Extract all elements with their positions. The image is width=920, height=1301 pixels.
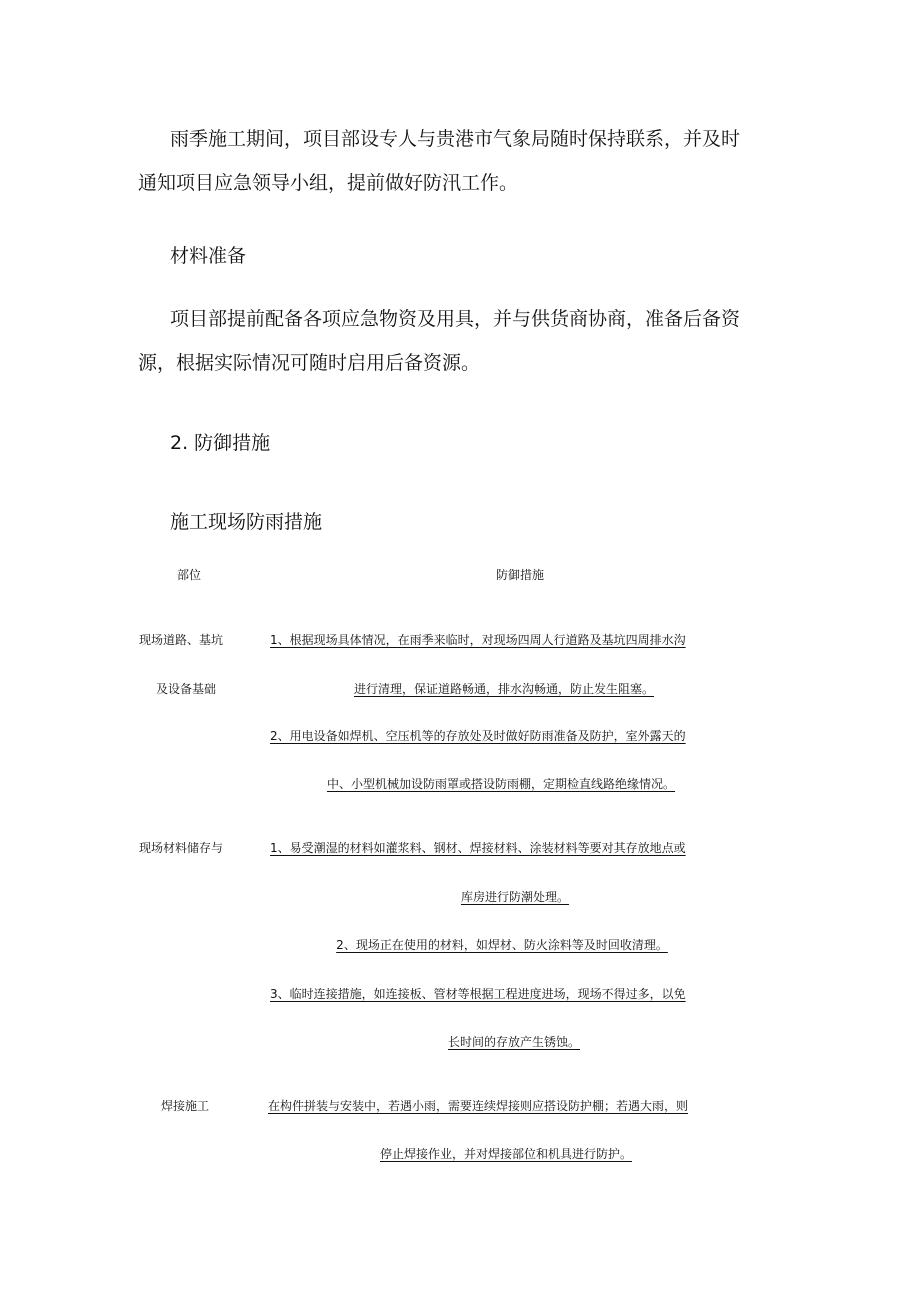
table-row-measure: 1、易受潮湿的材料如灌浆料、钢材、焊接材料、涂装材料等要对其存放地点或 — [270, 841, 686, 855]
paragraph1-line1: 雨季施工期间，项目部设专人与贵港市气象局随时保持联系，并及时 — [170, 128, 741, 150]
table-row-measure: 中、小型机械加设防雨罩或搭设防雨棚，定期检直线路绝缘情况。 — [326, 777, 676, 791]
table-row-location: 现场材料储存与 — [139, 841, 224, 855]
table-row-measure: 长时间的存放产生锈蚀。 — [447, 1035, 581, 1049]
table-row-measure: 进行清理，保证道路畅通，排水沟畅通，防止发生阻塞。 — [353, 682, 655, 696]
paragraph1-line2: 通知项目应急领导小组，提前做好防汛工作。 — [138, 172, 519, 194]
paragraph2-line1: 项目部提前配备各项应急物资及用具，并与供货商协商，准备后备资 — [170, 308, 741, 330]
table-row-location: 及设备基础 — [155, 682, 217, 696]
table-row-measure: 3、临时连接措施，如连接板、管材等根据工程进度进场，现场不得过多，以免 — [270, 987, 686, 1001]
table-row-measure: 在构件拼装与安装中，若遇小雨，需要连续焊接则应搭设防护棚；若遇大雨，则 — [268, 1099, 689, 1113]
table-row-measure: 停止焊接作业，并对焊接部位和机具进行防护。 — [379, 1147, 633, 1161]
table-header-location: 部位 — [176, 568, 202, 582]
table-row-location: 现场道路、基坑 — [139, 633, 224, 647]
table-row-location: 焊接施工 — [161, 1099, 210, 1113]
heading-site-rain-protection: 施工现场防雨措施 — [170, 511, 323, 533]
heading-defense-measures: 2. 防御措施 — [170, 432, 271, 454]
table-header-measures: 防御措施 — [495, 568, 545, 582]
heading-materials: 材料准备 — [170, 245, 247, 267]
table-row-measure: 2、现场正在使用的材料，如焊材、防火涂料等及时回收清理。 — [336, 938, 668, 952]
table-row-measure: 1、根据现场具体情况，在雨季来临时，对现场四周人行道路及基坑四周排水沟 — [270, 633, 686, 647]
table-row-measure: 库房进行防潮处理。 — [460, 890, 570, 904]
table-row-measure: 2、用电设备如焊机、空压机等的存放处及时做好防雨准备及防护，室外露天的 — [270, 729, 686, 743]
paragraph2-line2: 源，根据实际情况可随时启用后备资源。 — [138, 352, 481, 374]
